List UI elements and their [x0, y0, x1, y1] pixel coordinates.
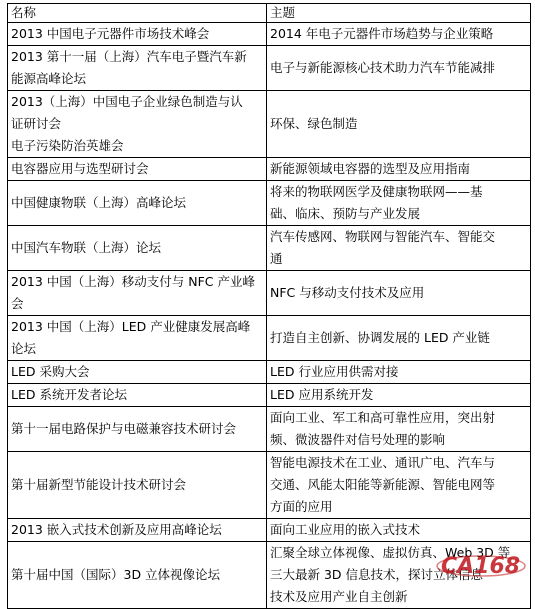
cell-topic-line: 方面的应用 [270, 499, 333, 514]
cell-name-line: 第十届新型节能设计技术研讨会 [11, 477, 187, 492]
cell-name [8, 361, 267, 384]
table-row [8, 542, 531, 609]
cell-topic-line: 汽车传感网、物联网与智能汽车、智能交 [270, 229, 496, 244]
cell-topic-line: 2014 年电子元器件市场趋势与企业策略 [270, 26, 494, 41]
cell-topic-line: 电子与新能源核心技术助力汽车节能减排 [270, 60, 496, 75]
table-row [8, 519, 531, 542]
cell-topic [267, 46, 531, 91]
cell-topic [267, 23, 531, 46]
header-row [8, 4, 531, 23]
cell-name [8, 316, 267, 361]
cell-topic-line: 通 [270, 251, 283, 266]
cell-name-line: LED 系统开发者论坛 [11, 387, 127, 402]
cell-topic [267, 452, 531, 519]
cell-name-line: 电容器应用与选型研讨会 [11, 161, 149, 176]
cell-name [8, 158, 267, 181]
cell-name-line: 第十届中国（国际）3D 立体视像论坛 [11, 567, 221, 582]
cell-name-line: 2013（上海）中国电子企业绿色制造与认 [11, 94, 243, 109]
cell-topic-line: 技术及应用产业自主创新 [270, 589, 408, 604]
cell-topic-line: 三大最新 3D 信息技术，探讨立体信息 [270, 567, 484, 582]
header-name: 名称 [8, 4, 267, 23]
table-row [8, 158, 531, 181]
cell-topic-line: 将来的物联网医学及健康物联网——基 [270, 184, 483, 199]
cell-topic-line: 环保、绿色制造 [270, 116, 358, 131]
cell-topic-line: 交通、风能太阳能等新能源、智能电网等 [270, 477, 496, 492]
cell-name-line: 能源高峰论坛 [11, 71, 87, 86]
cell-name-line: 2013 中国（上海）移动支付与 NFC 产业峰 [11, 274, 256, 289]
cell-name-line: 会 [11, 296, 24, 311]
table-row [8, 361, 531, 384]
svg-text:CA168: CA168 [441, 554, 521, 578]
cell-name-line: 中国健康物联（上海）高峰论坛 [11, 195, 187, 210]
cell-name-line: LED 采购大会 [11, 364, 90, 379]
cell-name-line: 2013 嵌入式技术创新及应用高峰论坛 [11, 522, 222, 537]
cell-name-line: 第十一届电路保护与电磁兼容技术研讨会 [11, 421, 237, 436]
cell-topic [267, 316, 531, 361]
table-row [8, 23, 531, 46]
cell-name-line: 证研讨会 [11, 116, 62, 131]
cell-name [8, 271, 267, 316]
table-row [8, 316, 531, 361]
cell-topic-line: 汇聚全球立体视像、虚拟仿真、Web 3D 等 [270, 545, 511, 560]
table-row [8, 91, 531, 158]
table-row [8, 226, 531, 271]
cell-topic-line: 础、临床、预防与产业发展 [270, 206, 421, 221]
cell-name [8, 519, 267, 542]
cell-topic [267, 407, 531, 452]
cell-topic [267, 542, 531, 609]
cell-name-line: 电子污染防治英雄会 [11, 138, 124, 153]
cell-name [8, 226, 267, 271]
cell-topic-line: LED 应用系统开发 [270, 387, 374, 402]
cell-name [8, 46, 267, 91]
cell-topic-line: 面向工业应用的嵌入式技术 [270, 522, 421, 537]
cell-name [8, 91, 267, 158]
cell-name [8, 542, 267, 609]
cell-topic [267, 181, 531, 226]
cell-name-line: 中国汽车物联（上海）论坛 [11, 240, 162, 255]
cell-topic-line: NFC 与移动支付技术及应用 [270, 285, 425, 300]
conference-table [7, 3, 531, 609]
cell-name [8, 181, 267, 226]
cell-topic [267, 226, 531, 271]
cell-topic [267, 91, 531, 158]
table-row [8, 407, 531, 452]
cell-topic [267, 158, 531, 181]
cell-name [8, 407, 267, 452]
table-row [8, 181, 531, 226]
cell-name [8, 452, 267, 519]
cell-topic [267, 519, 531, 542]
cell-name-line: 2013 中国电子元器件市场技术峰会 [11, 26, 210, 41]
cell-name-line: 2013 中国（上海）LED 产业健康发展高峰 [11, 319, 251, 334]
cell-topic [267, 271, 531, 316]
cell-topic [267, 361, 531, 384]
cell-topic [267, 384, 531, 407]
cell-topic-line: 面向工业、军工和高可靠性应用，突出射 [270, 410, 496, 425]
cell-topic-line: 频、微波器件对信号处理的影响 [270, 432, 446, 447]
cell-name-line: 论坛 [11, 341, 37, 356]
cell-name-line: 2013 第十一届（上海）汽车电子暨汽车新 [11, 49, 247, 64]
table-row [8, 46, 531, 91]
cell-topic-line: 打造自主创新、协调发展的 LED 产业链 [270, 330, 490, 345]
cell-topic-line: 新能源领域电容器的选型及应用指南 [270, 161, 471, 176]
cell-name [8, 384, 267, 407]
header-topic: 主题 [267, 4, 531, 23]
table-row [8, 452, 531, 519]
table-row [8, 271, 531, 316]
cell-topic-line: LED 行业应用供需对接 [270, 364, 399, 379]
cell-name [8, 23, 267, 46]
cell-topic-line: 智能电源技术在工业、通讯广电、汽车与 [270, 455, 496, 470]
table-row [8, 384, 531, 407]
